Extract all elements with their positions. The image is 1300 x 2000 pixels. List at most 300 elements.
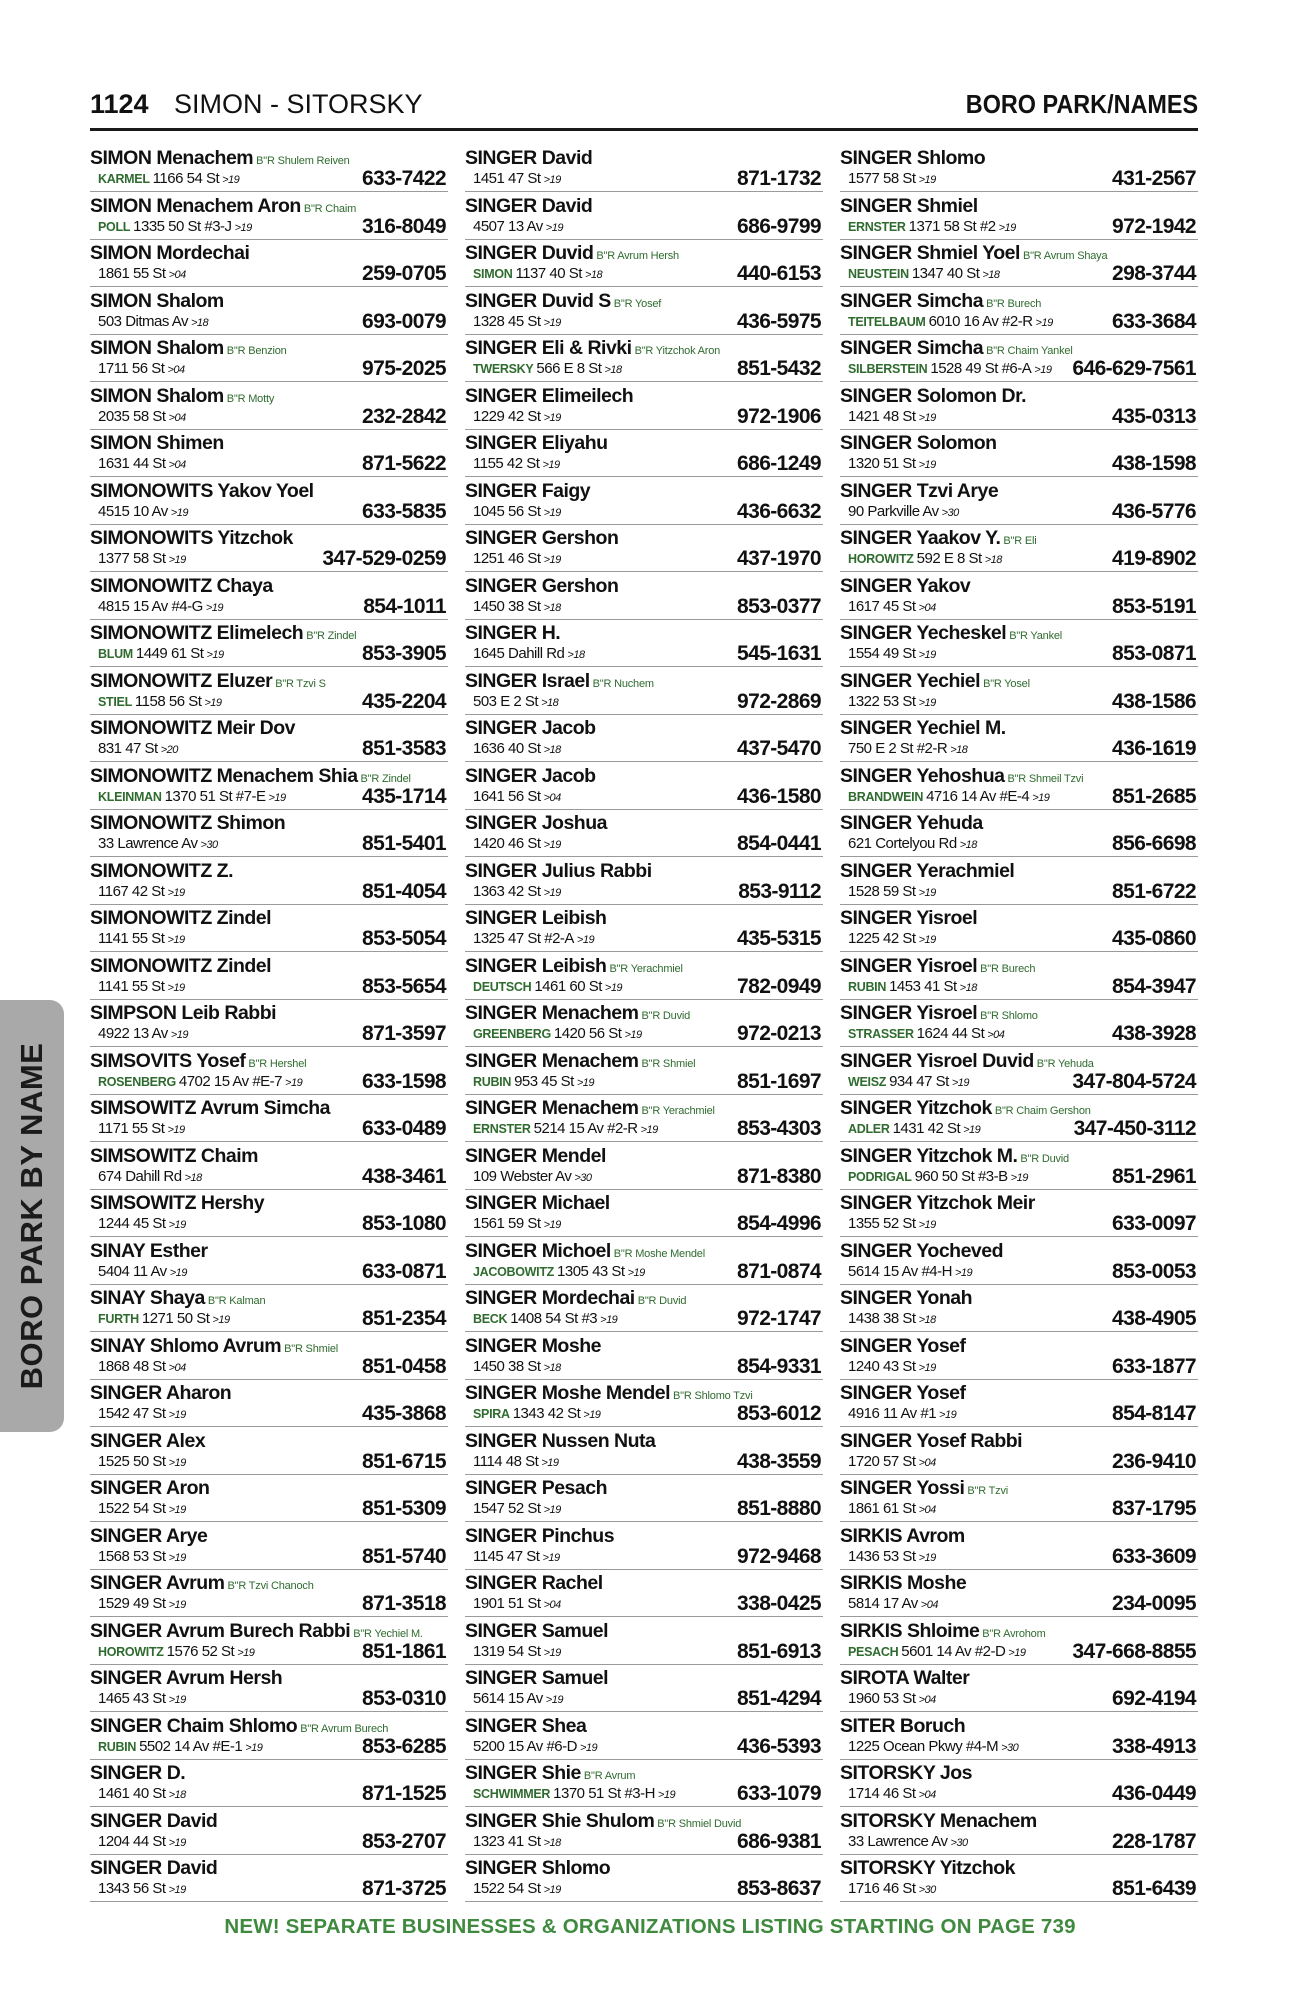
entry-given-name: Samuel [541, 1667, 609, 1689]
entry-street: 1335 50 St #3-J [133, 217, 232, 235]
entry-address [473, 1642, 561, 1663]
entry-name [90, 432, 224, 454]
entry-zip: >18 [190, 316, 209, 329]
entry-name [90, 1762, 185, 1784]
entry-address [98, 1689, 186, 1710]
entry-name [840, 385, 1026, 407]
entry-surname: SINGER [465, 1667, 537, 1689]
entry-kin-name: BLUM [98, 647, 133, 661]
entry-street: 1158 56 St [134, 692, 202, 710]
entry-name [840, 575, 970, 597]
entry-name [465, 1572, 603, 1594]
entry-street: 1421 48 St [848, 407, 916, 425]
entry-given-name: Rachel [541, 1572, 603, 1594]
entry-zip: >19 [604, 981, 623, 994]
entry-address [98, 502, 188, 523]
entry-surname: SINGER [465, 669, 537, 692]
entry-surname: SINGER [465, 954, 537, 977]
entry-surname: SINGER [840, 1192, 912, 1214]
entry-kin-name: DEUTSCH [473, 979, 532, 994]
listing-entry [840, 147, 1198, 192]
entry-name [465, 717, 596, 739]
entry-given-name: Yisroel [916, 1002, 978, 1024]
entry-father-name: B"R Shulem Reiven [256, 155, 350, 167]
entry-kin-name: BRANDWEIN [848, 789, 924, 804]
entry-street: 1461 40 St [98, 1785, 166, 1802]
entry-phone: 851-5432 [737, 357, 821, 380]
entry-phone: 419-8902 [1112, 547, 1196, 570]
entry-phone: 871-8380 [737, 1164, 821, 1188]
listing-entry [90, 1097, 448, 1142]
entry-surname: SINGER [90, 1572, 162, 1594]
entry-given-name: Hershy [200, 1192, 265, 1214]
entry-surname: SINGER [840, 1334, 912, 1357]
entry-street: 1204 44 St [98, 1832, 166, 1850]
entry-father-name: B"R Shmeil Tzvi [1007, 772, 1084, 785]
listing-entry [90, 1715, 448, 1760]
entry-father-name: B"R Avrum Burech [300, 1722, 389, 1735]
entry-given-name: Avrum Burech Rabbi [165, 1619, 351, 1642]
listing-entry [840, 765, 1198, 810]
entry-given-name: Jacob [541, 717, 596, 739]
listing-entry [840, 1240, 1198, 1285]
entry-name [840, 195, 978, 217]
entry-address [473, 834, 561, 855]
entry-given-name: Avrum [165, 1572, 225, 1594]
entry-surname: SINGER [90, 1382, 162, 1404]
entry-phone: 851-4294 [737, 1687, 821, 1710]
entry-phone: 851-0458 [362, 1354, 446, 1378]
entry-name [840, 432, 997, 454]
entry-zip: >19 [918, 696, 936, 709]
entry-surname: SINGER [465, 1239, 537, 1262]
entry-given-name: Yonah [916, 1287, 972, 1309]
entry-father-name: B"R Yerachmiel [609, 962, 683, 975]
entry-street: 592 E 8 St [916, 550, 982, 567]
entry-street: 2035 58 St [98, 407, 166, 425]
entry-phone: 972-1906 [737, 404, 821, 428]
entry-given-name: Shie Shulom [541, 1809, 655, 1832]
entry-address [848, 1689, 936, 1710]
entry-phone: 633-0489 [362, 1117, 446, 1140]
entry-street: 1420 46 St [473, 835, 541, 852]
entry-street: 1343 56 St [98, 1880, 166, 1897]
entry-address [848, 549, 1002, 570]
entry-surname: SIMONOWITZ [90, 907, 212, 929]
listing-entry [465, 1430, 823, 1475]
entry-phone: 972-1942 [1112, 214, 1196, 238]
entry-given-name: David [541, 194, 593, 217]
entry-street: 4922 13 Av [98, 1025, 168, 1042]
listing-entry [465, 622, 823, 667]
entry-given-name: Solomon [916, 432, 997, 454]
entry-name [90, 955, 271, 977]
entry-zip: >19 [545, 1694, 563, 1706]
entry-surname: SINAY [90, 1334, 145, 1357]
entry-kin-name: RUBIN [473, 1074, 512, 1089]
entry-street: 1624 44 St [916, 1025, 985, 1042]
entry-address [98, 882, 185, 903]
listing-entry [840, 290, 1198, 335]
entry-address [473, 1024, 642, 1045]
entry-surname: SINGER [90, 1667, 162, 1689]
entry-address [848, 644, 936, 665]
entry-zip: >18 [543, 744, 561, 756]
entry-given-name: Zindel [216, 954, 272, 977]
entry-zip: >18 [543, 601, 561, 614]
entry-zip: >19 [168, 1456, 186, 1469]
entry-phone: 438-1586 [1112, 689, 1196, 713]
entry-kin-name: FURTH [98, 1312, 139, 1326]
entry-given-name: Elimeilech [541, 384, 634, 407]
entry-given-name: Zindel [216, 907, 272, 929]
entry-street: 5601 14 Av #2-D [901, 1642, 1006, 1660]
page-number: 1124 [90, 89, 149, 119]
entry-kin-name: SCHWIMMER [473, 1787, 551, 1801]
entry-surname: SIMPSON [90, 1002, 177, 1024]
entry-name [90, 1477, 209, 1499]
entry-street: 1320 51 St [848, 455, 916, 472]
entry-address [848, 169, 936, 190]
entry-phone: 851-6715 [362, 1449, 446, 1473]
entry-street: 1461 60 St [534, 977, 602, 995]
entry-address [473, 1357, 561, 1378]
entry-given-name: Menachem [939, 1809, 1037, 1832]
entry-address [98, 454, 186, 475]
entry-phone: 853-5654 [362, 974, 446, 998]
entry-kin-name: TEITELBAUM [848, 314, 926, 329]
entry-given-name: Elimelech [216, 622, 304, 644]
entry-phone: 851-5309 [362, 1497, 446, 1520]
entry-given-name: Eliyahu [541, 432, 608, 454]
entry-surname: SINGER [840, 1002, 912, 1024]
entry-name [840, 1857, 1015, 1879]
entry-name [465, 527, 618, 549]
entry-street: 1636 40 St [473, 740, 541, 757]
entry-phone: 972-0213 [737, 1022, 821, 1045]
entry-given-name: Shlomo Avrum [149, 1334, 282, 1357]
entry-surname: SINGER [840, 1144, 912, 1167]
entry-zip: >19 [168, 554, 186, 566]
entry-surname: SINGER [90, 1762, 162, 1784]
entry-address [848, 1262, 972, 1283]
entry-kin-name: ADLER [848, 1122, 890, 1136]
entry-name [90, 1192, 264, 1214]
entry-phone: 437-5470 [737, 737, 821, 760]
entry-address [98, 692, 222, 713]
entry-given-name: Yitzchok [217, 527, 293, 549]
entry-name [465, 480, 590, 502]
entry-street: 1171 55 St [98, 1120, 165, 1137]
listing-entry [465, 717, 823, 762]
entry-phone: 972-9468 [737, 1544, 821, 1568]
entry-zip: >19 [918, 1219, 936, 1231]
entry-given-name: Shloime [906, 1619, 980, 1642]
entry-name [840, 1335, 966, 1357]
listing-entry [90, 1810, 448, 1855]
entry-street: 1861 55 St [98, 265, 166, 282]
entry-name [465, 1525, 614, 1547]
entry-surname: SIMONOWITZ [90, 954, 212, 977]
entry-zip: >30 [918, 1884, 936, 1896]
entry-zip: >04 [168, 459, 186, 471]
entry-phone: 871-3597 [362, 1022, 446, 1045]
listing-entry [840, 1810, 1198, 1855]
entry-phone: 436-1580 [737, 784, 821, 808]
entry-zip: >19 [168, 1219, 186, 1231]
entry-name [90, 1240, 208, 1262]
entry-zip: >19 [234, 221, 252, 234]
entry-zip: >19 [204, 696, 222, 709]
entry-father-name: B"R Burech [986, 297, 1042, 310]
page-range: SIMON - SITORSKY [174, 89, 423, 119]
entry-street: 1343 42 St [512, 1405, 581, 1422]
entry-street: 1522 54 St [98, 1500, 166, 1517]
entry-name [90, 527, 293, 549]
entry-street: 1716 46 St [848, 1880, 916, 1897]
entry-surname: SIMONOWITZ [90, 859, 212, 882]
entry-address [473, 407, 561, 428]
entry-phone: 633-0097 [1112, 1212, 1196, 1235]
entry-street: 4916 11 Av #1 [848, 1405, 937, 1422]
listing-entry [840, 527, 1198, 572]
entry-zip: >04 [543, 791, 561, 804]
entry-address [98, 597, 223, 618]
entry-surname: SINGER [840, 479, 912, 502]
entry-phone: 438-3928 [1112, 1022, 1196, 1045]
entry-address [848, 1784, 936, 1805]
entry-surname: SINGER [465, 337, 537, 359]
entry-zip: >19 [170, 1029, 188, 1041]
entry-name [465, 1335, 601, 1357]
listing-entry [465, 337, 823, 382]
entry-surname: SINGER [90, 1619, 162, 1642]
entry-street: 1547 52 St [473, 1500, 541, 1517]
entry-given-name: Chaim Shlomo [166, 1714, 298, 1737]
entry-street: 1451 47 St [473, 170, 541, 187]
entry-zip: >18 [984, 554, 1002, 566]
entry-surname: SINGER [465, 1572, 537, 1594]
entry-given-name: Shie [541, 1762, 581, 1784]
entry-address [98, 834, 218, 855]
entry-phone: 853-3905 [362, 642, 446, 665]
entry-zip: >19 [939, 1409, 957, 1421]
entry-street: 1714 46 St [848, 1785, 916, 1802]
entry-name [90, 1097, 330, 1119]
entry-zip: >30 [574, 1171, 592, 1184]
listing-entry [840, 1287, 1198, 1332]
entry-phone: 854-9331 [737, 1354, 821, 1378]
entry-address [848, 739, 967, 760]
entry-surname: SINAY [90, 1287, 145, 1309]
entry-address [473, 1499, 561, 1520]
entry-zip: >19 [168, 1836, 186, 1849]
page-header [90, 86, 1198, 124]
entry-zip: >19 [954, 1266, 973, 1279]
entry-kin-name: ERNSTER [848, 219, 906, 234]
entry-given-name: Joshua [541, 812, 607, 834]
entry-phone: 853-4303 [737, 1117, 821, 1140]
entry-address [848, 1642, 1025, 1663]
listing-entry [465, 1382, 823, 1427]
entry-phone: 782-0949 [737, 974, 821, 998]
entry-surname: SINGER [465, 289, 537, 312]
entry-given-name: Yakov Yoel [217, 479, 314, 502]
entry-address [848, 692, 936, 713]
entry-given-name: H. [541, 622, 561, 644]
entry-name [90, 480, 314, 502]
entry-zip: >30 [1001, 1741, 1019, 1754]
entry-name [90, 1145, 258, 1167]
entry-zip: >19 [167, 981, 185, 994]
entry-name [465, 812, 607, 834]
listing-entry [840, 1572, 1198, 1617]
entry-zip: >30 [200, 839, 218, 851]
entry-address [473, 597, 561, 618]
entry-given-name: Solomon Dr. [916, 384, 1027, 407]
entry-zip: >19 [245, 1741, 263, 1754]
listing-entry [465, 1572, 823, 1617]
listing-entry [465, 1050, 823, 1095]
entry-street: 33 Lawrence Av [98, 835, 198, 852]
entry-phone: 851-2961 [1112, 1164, 1196, 1188]
entry-given-name: Menachem Shia [216, 764, 358, 787]
entry-address [473, 549, 561, 570]
entry-given-name: Yossi [916, 1477, 965, 1499]
entry-phone: 853-0871 [1112, 642, 1196, 665]
entry-street: 4815 15 Av #4-G [98, 597, 203, 615]
entry-street: 1141 55 St [98, 930, 165, 947]
entry-street: 750 E 2 St #2-R [848, 740, 948, 757]
entry-phone: 853-6285 [362, 1734, 446, 1758]
entry-phone: 854-1011 [363, 594, 446, 618]
listing-entry [90, 812, 448, 857]
entry-surname: SINGER [465, 194, 537, 217]
listing-entry [840, 1430, 1198, 1475]
entry-phone: 853-2707 [362, 1829, 446, 1853]
entry-surname: SIMON [90, 242, 152, 264]
entry-surname: SINGER [840, 717, 912, 739]
entry-given-name: Leibish [541, 954, 607, 977]
entry-zip: >19 [918, 1551, 936, 1564]
entry-street: 1525 50 St [98, 1452, 166, 1470]
entry-street: 1377 58 St [98, 550, 166, 567]
entry-address [98, 1452, 186, 1473]
entry-kin-name: NEUSTEIN [848, 267, 909, 281]
entry-given-name: Shalom [156, 337, 224, 359]
entry-father-name: B"R Tzvi S [275, 677, 326, 690]
listing-entry [90, 1572, 448, 1617]
entry-kin-name: STRASSER [848, 1027, 914, 1041]
entry-father-name: B"R Shlomo Tzvi [673, 1390, 753, 1402]
entry-street: 1528 59 St [848, 882, 916, 900]
entry-zip: >18 [982, 269, 1000, 281]
entry-phone: 853-0053 [1112, 1259, 1196, 1283]
entry-zip: >19 [168, 1884, 186, 1896]
entry-phone: 853-5054 [362, 927, 446, 950]
listing-entry [465, 575, 823, 620]
entry-street: 1271 50 St [141, 1310, 210, 1327]
entry-phone: 854-8147 [1112, 1402, 1196, 1425]
entry-name [840, 1525, 965, 1547]
entry-given-name: Yakov [916, 574, 971, 597]
entry-surname: SINGER [840, 1097, 912, 1119]
entry-name [840, 907, 977, 929]
entry-phone: 853-8637 [737, 1877, 821, 1900]
entry-phone: 871-0874 [737, 1259, 821, 1283]
entry-zip: >19 [212, 1314, 230, 1326]
listing-entry [840, 432, 1198, 477]
entry-phone: 338-4913 [1112, 1734, 1196, 1758]
entry-given-name: Duvid [541, 242, 594, 264]
entry-zip: >18 [543, 1836, 561, 1849]
entry-zip: >18 [584, 269, 603, 281]
entry-address [473, 217, 563, 238]
entry-phone: 436-1619 [1112, 737, 1196, 760]
entry-address [848, 787, 1049, 808]
entry-given-name: Samuel [541, 1619, 609, 1642]
entry-given-name: Shalom [156, 289, 224, 312]
entry-address [473, 1452, 559, 1473]
entry-address [98, 1119, 185, 1140]
entry-kin-name: BECK [473, 1312, 508, 1326]
listing-entry [90, 1287, 448, 1332]
entry-street: 1568 53 St [98, 1547, 166, 1565]
listing-column-3 [840, 147, 1198, 1905]
entry-address [848, 1832, 968, 1853]
entry-phone: 646-629-7561 [1072, 357, 1196, 380]
entry-phone: 438-3461 [362, 1164, 446, 1188]
entry-phone: 436-5776 [1112, 499, 1196, 523]
entry-given-name: Yitzchok [939, 1857, 1016, 1879]
entry-phone: 851-2685 [1112, 784, 1196, 808]
entry-zip: >18 [543, 1361, 561, 1374]
entry-given-name: Yisroel [916, 954, 978, 977]
listing-column-1 [90, 147, 448, 1905]
entry-phone: 633-3609 [1112, 1544, 1196, 1568]
entry-street: 1229 42 St [473, 407, 541, 425]
entry-street: 5814 17 Av [848, 1595, 918, 1612]
listing-entry [90, 1620, 448, 1665]
entry-name [840, 1430, 1022, 1452]
entry-given-name: Duvid S [541, 289, 611, 312]
entry-phone: 686-9381 [737, 1829, 821, 1853]
entry-name [840, 1287, 972, 1309]
listing-entry [90, 1857, 448, 1902]
entry-phone: 871-5622 [362, 452, 446, 475]
listing-entry [465, 147, 823, 192]
entry-surname: SINGER [465, 1049, 537, 1072]
entry-father-name: B"R Tzvi Chanoch [227, 1580, 314, 1592]
entry-zip: >19 [624, 1029, 642, 1041]
entry-given-name: Walter [913, 1667, 970, 1689]
entry-phone: 853-0377 [737, 594, 821, 618]
entry-address [848, 597, 936, 618]
entry-surname: SINGER [840, 1477, 912, 1499]
entry-surname: SINGER [840, 907, 912, 929]
listing-entry [840, 337, 1198, 382]
entry-street: 1322 53 St [848, 692, 916, 710]
entry-zip: >18 [604, 364, 622, 376]
entry-surname: SINGER [840, 622, 912, 644]
listing-entry [840, 1192, 1198, 1237]
entry-zip: >19 [168, 1694, 186, 1706]
entry-street: 1240 43 St [848, 1357, 916, 1375]
entry-zip: >04 [987, 1029, 1005, 1041]
entry-surname: SINGER [90, 1857, 162, 1879]
entry-given-name: Boruch [899, 1714, 966, 1737]
entry-phone: 435-2204 [362, 689, 446, 713]
